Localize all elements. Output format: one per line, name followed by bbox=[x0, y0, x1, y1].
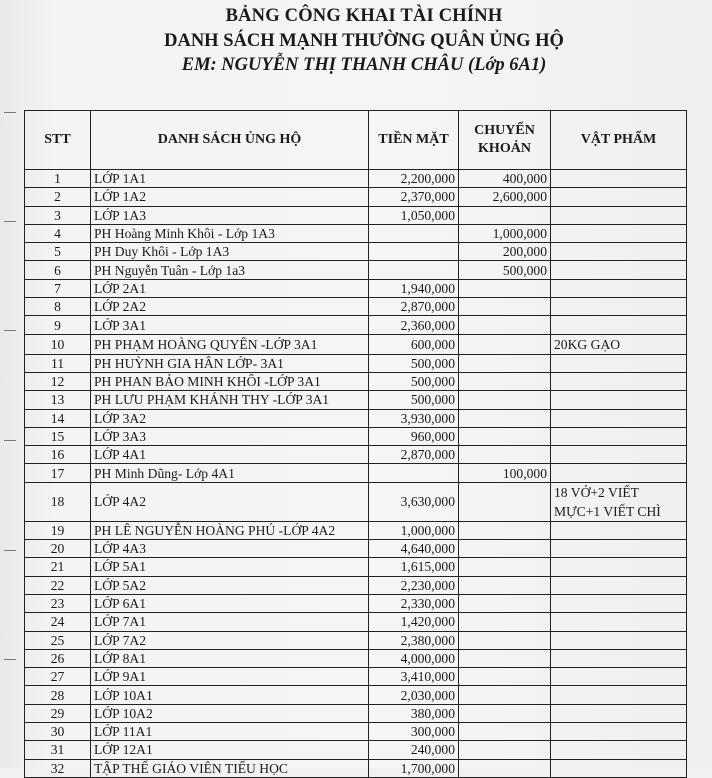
cell-transfer bbox=[459, 279, 551, 297]
table-row bbox=[25, 723, 687, 741]
cell-goods bbox=[551, 759, 687, 777]
cell-goods bbox=[551, 723, 687, 741]
table-row bbox=[25, 649, 687, 667]
cell-goods bbox=[551, 224, 687, 242]
cell-transfer bbox=[459, 391, 551, 409]
cell-goods bbox=[551, 243, 687, 261]
cell-stt: 9 bbox=[25, 316, 91, 334]
table-row bbox=[25, 243, 687, 261]
margin-mark bbox=[4, 659, 16, 660]
cell-donor: LỚP 2A1 bbox=[91, 279, 369, 297]
cell-goods bbox=[551, 558, 687, 576]
table-row bbox=[25, 261, 687, 279]
cell-donor: PH Duy Khôi - Lớp 1A3 bbox=[91, 243, 369, 261]
table-row bbox=[25, 206, 687, 224]
cell-stt: 3 bbox=[25, 206, 91, 224]
table-row bbox=[25, 704, 687, 722]
cell-stt: 22 bbox=[25, 576, 91, 594]
cell-stt: 18 bbox=[25, 482, 91, 521]
cell-transfer bbox=[459, 594, 551, 612]
cell-transfer bbox=[459, 613, 551, 631]
cell-cash: 2,380,000 bbox=[369, 631, 459, 649]
cell-transfer bbox=[459, 521, 551, 539]
margin-mark bbox=[4, 550, 16, 551]
cell-transfer bbox=[459, 723, 551, 741]
table-body bbox=[25, 170, 687, 778]
cell-donor: LỚP 9A1 bbox=[91, 668, 369, 686]
cell-transfer bbox=[459, 540, 551, 558]
cell-donor: LỚP 6A1 bbox=[91, 594, 369, 612]
cell-donor: LỚP 10A2 bbox=[91, 704, 369, 722]
cell-goods bbox=[551, 594, 687, 612]
cell-cash: 1,700,000 bbox=[369, 759, 459, 777]
margin-mark bbox=[4, 112, 16, 113]
cell-stt: 13 bbox=[25, 391, 91, 409]
table-row bbox=[25, 686, 687, 704]
table-row bbox=[25, 170, 687, 188]
cell-stt: 27 bbox=[25, 668, 91, 686]
col-header-donor: DANH SÁCH ỦNG HỘ bbox=[91, 111, 369, 170]
cell-transfer bbox=[459, 649, 551, 667]
cell-goods bbox=[551, 409, 687, 427]
cell-goods bbox=[551, 170, 687, 188]
cell-cash: 1,615,000 bbox=[369, 558, 459, 576]
cell-donor: LỚP 4A2 bbox=[91, 482, 369, 521]
cell-cash bbox=[369, 243, 459, 261]
cell-cash: 1,000,000 bbox=[369, 521, 459, 539]
cell-cash: 1,420,000 bbox=[369, 613, 459, 631]
cell-goods bbox=[551, 540, 687, 558]
cell-goods bbox=[551, 298, 687, 316]
student-line: EM: NGUYỄN THỊ THANH CHÂU (Lớp 6A1) bbox=[181, 55, 547, 75]
cell-goods bbox=[551, 521, 687, 539]
cell-cash bbox=[369, 224, 459, 242]
table-row bbox=[25, 576, 687, 594]
cell-donor: TẬP THỂ GIÁO VIÊN TIỂU HỌC bbox=[91, 759, 369, 777]
cell-cash: 2,370,000 bbox=[369, 188, 459, 206]
cell-goods bbox=[551, 188, 687, 206]
table-row bbox=[25, 279, 687, 297]
cell-stt: 24 bbox=[25, 613, 91, 631]
col-header-transfer: CHUYỂN KHOẢN bbox=[459, 111, 551, 170]
cell-goods bbox=[551, 704, 687, 722]
cell-stt: 6 bbox=[25, 261, 91, 279]
cell-transfer: 1,000,000 bbox=[459, 224, 551, 242]
cell-transfer bbox=[459, 631, 551, 649]
cell-donor: LỚP 7A2 bbox=[91, 631, 369, 649]
table-row bbox=[25, 741, 687, 759]
cell-donor: PH Nguyễn Tuân - Lớp 1a3 bbox=[91, 261, 369, 279]
table-row bbox=[25, 427, 687, 445]
cell-donor: LỚP 3A3 bbox=[91, 427, 369, 445]
table-row bbox=[25, 372, 687, 390]
cell-stt: 31 bbox=[25, 741, 91, 759]
cell-transfer bbox=[459, 558, 551, 576]
margin-mark bbox=[4, 440, 16, 441]
table-row bbox=[25, 668, 687, 686]
cell-transfer bbox=[459, 759, 551, 777]
cell-goods bbox=[551, 446, 687, 464]
cell-donor: PH PHẠM HOÀNG QUYÊN -LỚP 3A1 bbox=[91, 334, 369, 354]
cell-donor: LỚP 11A1 bbox=[91, 723, 369, 741]
cell-donor: LỚP 5A2 bbox=[91, 576, 369, 594]
cell-cash: 4,640,000 bbox=[369, 540, 459, 558]
cell-cash: 2,200,000 bbox=[369, 170, 459, 188]
cell-cash: 500,000 bbox=[369, 354, 459, 372]
cell-donor: PH LÊ NGUYỄN HOÀNG PHÚ -LỚP 4A2 bbox=[91, 521, 369, 539]
cell-cash: 2,030,000 bbox=[369, 686, 459, 704]
doc-subtitle: DANH SÁCH MẠNH THƯỜNG QUÂN ỦNG HỘ bbox=[164, 31, 564, 51]
cell-cash bbox=[369, 261, 459, 279]
cell-goods bbox=[551, 686, 687, 704]
cell-transfer bbox=[459, 704, 551, 722]
cell-transfer bbox=[459, 206, 551, 224]
cell-goods: 20KG GẠO bbox=[551, 334, 687, 354]
cell-donor: LỚP 3A1 bbox=[91, 316, 369, 334]
cell-stt: 2 bbox=[25, 188, 91, 206]
cell-transfer: 2,600,000 bbox=[459, 188, 551, 206]
cell-goods bbox=[551, 261, 687, 279]
cell-goods bbox=[551, 354, 687, 372]
cell-stt: 30 bbox=[25, 723, 91, 741]
cell-goods bbox=[551, 576, 687, 594]
cell-stt: 21 bbox=[25, 558, 91, 576]
table-row bbox=[25, 558, 687, 576]
cell-donor: PH HUỲNH GIA HÂN LỚP- 3A1 bbox=[91, 354, 369, 372]
table-row bbox=[25, 759, 687, 777]
cell-donor: LỚP 8A1 bbox=[91, 649, 369, 667]
cell-stt: 29 bbox=[25, 704, 91, 722]
cell-transfer: 400,000 bbox=[459, 170, 551, 188]
cell-goods bbox=[551, 631, 687, 649]
cell-cash: 3,630,000 bbox=[369, 482, 459, 521]
cell-donor: LỚP 4A3 bbox=[91, 540, 369, 558]
table-row bbox=[25, 334, 687, 354]
col-header-goods: VẬT PHẨM bbox=[551, 111, 687, 170]
doc-title: BẢNG CÔNG KHAI TÀI CHÍNH bbox=[225, 6, 503, 26]
cell-cash: 960,000 bbox=[369, 427, 459, 445]
cell-goods bbox=[551, 668, 687, 686]
cell-cash: 380,000 bbox=[369, 704, 459, 722]
cell-donor: LỚP 1A3 bbox=[91, 206, 369, 224]
cell-stt: 8 bbox=[25, 298, 91, 316]
cell-donor: PH LƯU PHẠM KHÁNH THY -LỚP 3A1 bbox=[91, 391, 369, 409]
cell-transfer bbox=[459, 409, 551, 427]
cell-goods bbox=[551, 464, 687, 482]
cell-stt: 14 bbox=[25, 409, 91, 427]
table-row bbox=[25, 409, 687, 427]
cell-cash: 1,940,000 bbox=[369, 279, 459, 297]
table-row bbox=[25, 188, 687, 206]
cell-transfer bbox=[459, 686, 551, 704]
cell-cash: 600,000 bbox=[369, 334, 459, 354]
cell-stt: 4 bbox=[25, 224, 91, 242]
cell-stt: 12 bbox=[25, 372, 91, 390]
cell-stt: 19 bbox=[25, 521, 91, 539]
cell-donor: LỚP 5A1 bbox=[91, 558, 369, 576]
cell-transfer bbox=[459, 427, 551, 445]
cell-stt: 5 bbox=[25, 243, 91, 261]
table-row bbox=[25, 446, 687, 464]
cell-donor: PH PHAN BẢO MINH KHÔI -LỚP 3A1 bbox=[91, 372, 369, 390]
cell-goods bbox=[551, 206, 687, 224]
cell-transfer bbox=[459, 576, 551, 594]
cell-cash: 500,000 bbox=[369, 372, 459, 390]
cell-cash: 2,230,000 bbox=[369, 576, 459, 594]
cell-transfer bbox=[459, 446, 551, 464]
table-row bbox=[25, 224, 687, 242]
cell-goods bbox=[551, 279, 687, 297]
cell-transfer: 200,000 bbox=[459, 243, 551, 261]
table-row bbox=[25, 521, 687, 539]
cell-cash: 2,360,000 bbox=[369, 316, 459, 334]
cell-transfer bbox=[459, 316, 551, 334]
table-row bbox=[25, 594, 687, 612]
cell-goods bbox=[551, 372, 687, 390]
cell-transfer: 100,000 bbox=[459, 464, 551, 482]
cell-cash: 500,000 bbox=[369, 391, 459, 409]
cell-stt: 16 bbox=[25, 446, 91, 464]
cell-stt: 17 bbox=[25, 464, 91, 482]
table-row bbox=[25, 631, 687, 649]
col-header-cash: TIỀN MẶT bbox=[369, 111, 459, 170]
table-row bbox=[25, 298, 687, 316]
cell-cash: 2,870,000 bbox=[369, 446, 459, 464]
cell-stt: 11 bbox=[25, 354, 91, 372]
cell-donor: PH Hoàng Minh Khôi - Lớp 1A3 bbox=[91, 224, 369, 242]
table-row bbox=[25, 316, 687, 334]
table-header-row bbox=[25, 111, 687, 170]
cell-transfer bbox=[459, 668, 551, 686]
cell-stt: 20 bbox=[25, 540, 91, 558]
cell-transfer bbox=[459, 354, 551, 372]
cell-cash: 3,930,000 bbox=[369, 409, 459, 427]
cell-donor: LỚP 1A2 bbox=[91, 188, 369, 206]
table-row bbox=[25, 464, 687, 482]
cell-donor: PH Minh Dũng- Lớp 4A1 bbox=[91, 464, 369, 482]
cell-cash: 4,000,000 bbox=[369, 649, 459, 667]
cell-cash: 2,870,000 bbox=[369, 298, 459, 316]
cell-donor: LỚP 1A1 bbox=[91, 170, 369, 188]
cell-donor: LỚP 12A1 bbox=[91, 741, 369, 759]
cell-transfer bbox=[459, 298, 551, 316]
cell-stt: 23 bbox=[25, 594, 91, 612]
cell-goods bbox=[551, 427, 687, 445]
table-row bbox=[25, 482, 687, 521]
cell-transfer bbox=[459, 741, 551, 759]
col-header-stt: STT bbox=[25, 111, 91, 170]
cell-transfer bbox=[459, 482, 551, 521]
table-row bbox=[25, 613, 687, 631]
donation-table bbox=[24, 110, 687, 778]
table-row bbox=[25, 391, 687, 409]
cell-goods: 18 VỞ+2 VIẾT MỰC+1 VIẾT CHÌ bbox=[551, 482, 687, 521]
cell-transfer bbox=[459, 334, 551, 354]
cell-cash: 240,000 bbox=[369, 741, 459, 759]
cell-stt: 7 bbox=[25, 279, 91, 297]
cell-donor: LỚP 10A1 bbox=[91, 686, 369, 704]
cell-stt: 28 bbox=[25, 686, 91, 704]
cell-donor: LỚP 2A2 bbox=[91, 298, 369, 316]
cell-goods bbox=[551, 649, 687, 667]
cell-cash bbox=[369, 464, 459, 482]
cell-cash: 1,050,000 bbox=[369, 206, 459, 224]
cell-donor: LỚP 3A2 bbox=[91, 409, 369, 427]
margin-mark bbox=[4, 221, 16, 222]
table-row bbox=[25, 540, 687, 558]
table-row bbox=[25, 354, 687, 372]
cell-cash: 3,410,000 bbox=[369, 668, 459, 686]
cell-stt: 10 bbox=[25, 334, 91, 354]
cell-cash: 300,000 bbox=[369, 723, 459, 741]
cell-stt: 32 bbox=[25, 759, 91, 777]
cell-goods bbox=[551, 741, 687, 759]
cell-cash: 2,330,000 bbox=[369, 594, 459, 612]
cell-transfer: 500,000 bbox=[459, 261, 551, 279]
cell-goods bbox=[551, 613, 687, 631]
cell-stt: 15 bbox=[25, 427, 91, 445]
cell-donor: LỚP 7A1 bbox=[91, 613, 369, 631]
cell-donor: LỚP 4A1 bbox=[91, 446, 369, 464]
cell-stt: 1 bbox=[25, 170, 91, 188]
cell-goods bbox=[551, 316, 687, 334]
margin-mark bbox=[4, 330, 16, 331]
cell-stt: 25 bbox=[25, 631, 91, 649]
cell-stt: 26 bbox=[25, 649, 91, 667]
cell-transfer bbox=[459, 372, 551, 390]
cell-goods bbox=[551, 391, 687, 409]
